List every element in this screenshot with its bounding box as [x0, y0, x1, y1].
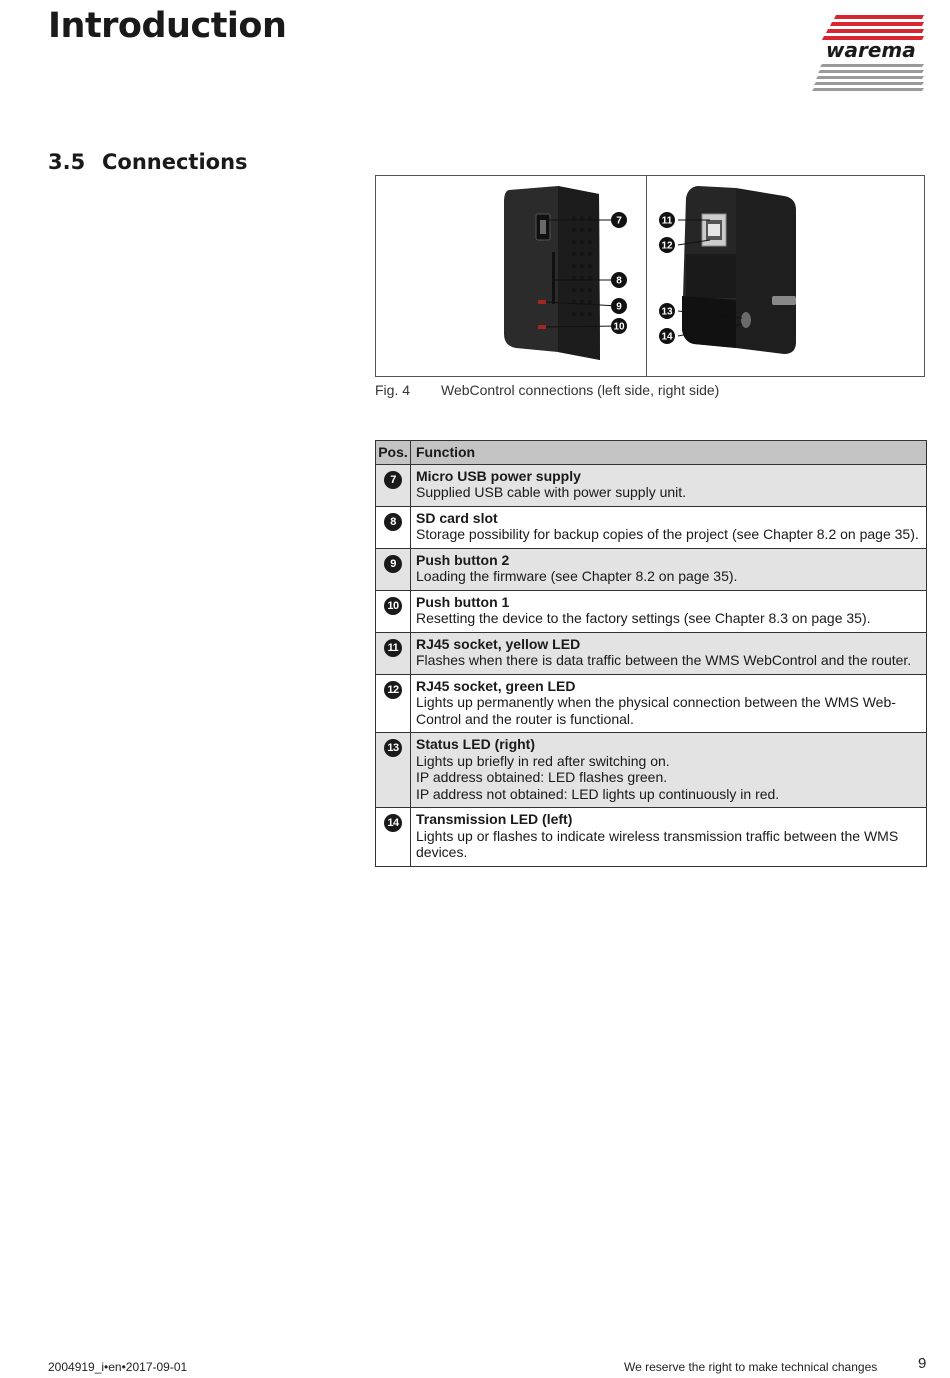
function-title: Push button 1 — [416, 593, 510, 610]
svg-text:8: 8 — [616, 275, 622, 287]
function-description: Supplied USB cable with power supply unit. — [416, 484, 687, 500]
function-cell — [411, 506, 927, 548]
function-description: Resetting the device to the factory settings (see Chapter 8.3 on page 35). — [416, 610, 871, 626]
svg-text:13: 13 — [661, 306, 673, 318]
table-row — [376, 548, 927, 590]
pos-cell — [376, 632, 411, 674]
position-badge: 13 — [384, 739, 402, 757]
pos-cell — [376, 674, 411, 733]
device-left-side — [504, 186, 600, 360]
figure-number: Fig. 4 — [375, 382, 411, 398]
function-title: RJ45 socket, yellow LED — [416, 635, 581, 652]
function-title: Push button 2 — [416, 551, 510, 568]
table-row — [376, 674, 927, 733]
pos-cell — [376, 548, 411, 590]
svg-text:10: 10 — [613, 321, 625, 333]
position-badge: 9 — [384, 555, 402, 573]
section-title: Connections — [102, 150, 248, 174]
page-number: 9 — [918, 1355, 927, 1372]
function-cell — [411, 548, 927, 590]
position-badge: 8 — [384, 513, 402, 531]
position-badge: 7 — [384, 471, 402, 489]
function-description: IP address obtained: LED flashes green. — [416, 769, 668, 785]
pos-cell — [376, 506, 411, 548]
function-description: Lights up briefly in red after switching on. — [416, 752, 670, 769]
svg-text:9: 9 — [616, 301, 622, 313]
table-row — [376, 506, 927, 548]
function-description: IP address not obtained: LED lights up continuously in red. — [416, 785, 780, 802]
logo-gray-stripes — [812, 64, 924, 91]
logo-red-stripes — [822, 15, 924, 40]
connections-table — [375, 440, 927, 867]
position-badge: 10 — [384, 597, 402, 615]
svg-text:11: 11 — [661, 215, 673, 227]
logo-text: warema — [826, 38, 916, 62]
function-title: SD card slot — [416, 509, 498, 526]
pos-cell — [376, 590, 411, 632]
function-description: Storage possibility for backup copies of the project (see Chapter 8.2 on page 35). — [416, 526, 919, 542]
function-description: Flashes when there is data traffic between the WMS WebControl and the router. — [416, 652, 912, 668]
function-description: Lights up or flashes to indicate wireless transmission traffic between the WMS devices. — [416, 827, 899, 860]
header-pos: Pos. — [376, 441, 411, 465]
function-cell — [411, 464, 927, 506]
table-row — [376, 590, 927, 632]
pos-cell — [376, 808, 411, 867]
footer-doc-id: 2004919_i•en•2017-09-01 — [48, 1360, 188, 1374]
svg-text:12: 12 — [661, 240, 673, 252]
function-title: Micro USB power supply — [416, 467, 581, 484]
table-row — [376, 733, 927, 808]
figure-caption-text: WebControl connections (left side, right side) — [441, 382, 720, 398]
figure-caption — [375, 382, 719, 398]
header-function: Function — [411, 441, 927, 465]
function-cell — [411, 674, 927, 733]
function-description: Loading the firmware (see Chapter 8.2 on page 35). — [416, 568, 738, 584]
function-title: Status LED (right) — [416, 736, 535, 752]
function-title: RJ45 socket, green LED — [416, 677, 576, 694]
device-right-side — [682, 186, 796, 354]
function-cell — [411, 590, 927, 632]
pos-cell — [376, 464, 411, 506]
function-description: Lights up permanently when the physical connection between the WMS Web-Control and the router is functional. — [416, 694, 896, 727]
function-cell — [411, 733, 927, 808]
page-title: Introduction — [48, 6, 287, 46]
footer-notice: We reserve the right to make technical changes — [624, 1360, 878, 1374]
position-badge: 14 — [384, 814, 402, 832]
callout-badges — [611, 212, 675, 344]
svg-text:7: 7 — [616, 215, 622, 227]
function-cell — [411, 808, 927, 867]
figure-webcontrol-connections — [375, 175, 925, 377]
table-row — [376, 808, 927, 867]
section-number: 3.5 — [48, 150, 86, 174]
position-badge: 11 — [384, 639, 402, 657]
webcontrol-device-image — [376, 176, 926, 378]
function-cell — [411, 632, 927, 674]
table-body — [376, 464, 927, 866]
table-row — [376, 632, 927, 674]
svg-text:14: 14 — [661, 331, 673, 343]
warema-logo — [812, 12, 930, 94]
pos-cell — [376, 733, 411, 808]
section-heading — [48, 150, 248, 174]
table-row — [376, 464, 927, 506]
table-header-row — [376, 441, 927, 465]
position-badge: 12 — [384, 681, 402, 699]
function-title: Transmission LED (left) — [416, 811, 573, 827]
